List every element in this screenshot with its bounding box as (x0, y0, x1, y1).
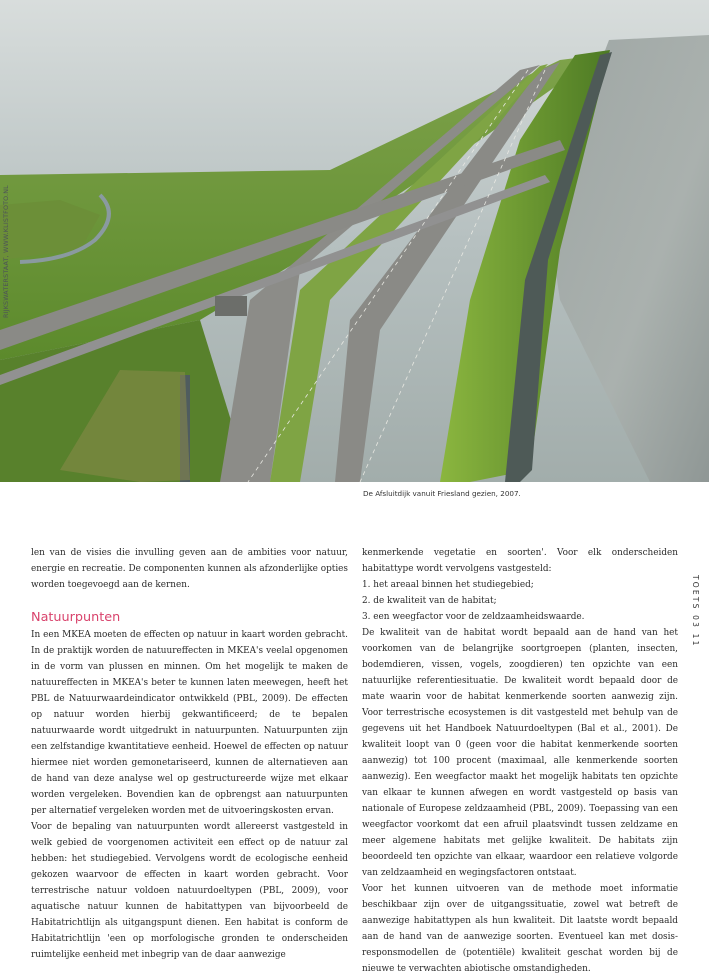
photo-caption: De Afsluitdijk vanuit Friesland gezien, 2007. (363, 489, 521, 498)
criteria-list (362, 577, 678, 625)
list-item: 3. een weegfactor voor de zeldzaamheidswaarde. (362, 612, 585, 622)
viaduct (215, 296, 247, 316)
intro-paragraph: len van de visies die invulling geven aan de ambities voor natuur, energie en recreatie. De componenten kunnen als afzonderlijke opties worden toegevoegd aan de kernen. (31, 548, 348, 590)
list-item: 2. de kwaliteit van de habitat; (362, 596, 497, 606)
body-paragraph: De kwaliteit van de habitat wordt bepaald aan de hand van het voorkomen van de belangrijke soortgroepen (planten, insecten, bodemdieren, vissen, vogels, zoogdieren) ten opzichte van een natuurlijke referentiesituatie. De kwaliteit wordt bepaald door de mate waarin voor de habitat kenmerkende soorten aanwezig zijn. Voor terrestrische ecosystemen is dit vastgesteld met behulp van de gegevens uit het Handboek Natuurdoeltypen (Bal et al., 2001). De kwaliteit loopt van 0 (geen voor die habitat kenmerkende soorten aanwezig) tot 100 procent (maximaal, alle kenmerkende soorten aanwezig). Een weegfactor maakt het mogelijk habitats ten opzichte van elkaar te kunnen afwegen en wordt vastgesteld op basis van nationale of Europese zeldzaamheid (PBL, 2009). Toepassing van een weegfactor voorkomt dat een afruil plaatsvindt tussen zeldzame en meer algemene habitats met gelijke kwaliteit. De habitats zijn beoordeeld ten opzichte van elkaar, waardoor een relatieve volgorde van zeldzaamheid en wegingsfactoren ontstaat. (362, 628, 678, 878)
body-paragraph: Voor de bepaling van natuurpunten wordt allereerst vastgesteld in welk gebied de voorgenomen activiteit een effect op de natuur zal hebben: het studiegebied. Vervolgens wordt de ecologische eenheid gekozen waarvoor de effecten in kaart worden gebracht. Voor terrestrische natuur voldoen natuurdoeltypen (PBL, 2009), voor aquatische natuur kunnen de habitattypen van bijvoorbeeld de Habitatrichtlijn als uitgangspunt dienen. Een habitat is conform de Habitatrichtlijn 'een op morfologische gronden te onderscheiden ruimtelijke eenheid met inbegrip van de daar aanwezige (31, 822, 348, 960)
body-paragraph: kenmerkende vegetatie en soorten'. Voor elk onderscheiden habitattype wordt vervolgens vastgesteld: (362, 548, 678, 574)
text-column-right (362, 545, 678, 977)
aerial-photo-illustration (0, 0, 709, 482)
aerial-photo-afsluitdijk (0, 0, 709, 482)
section-heading: Natuurpunten (31, 610, 121, 625)
body-paragraph: Voor het kunnen uitvoeren van de methode moet informatie beschikbaar zijn over de uitgangssituatie, zowel wat betreft de aanwezige habitattypen als hun kwaliteit. Dit laatste wordt bepaald aan de hand van de aanwezige soorten. Eventueel kan met dosis-responsmodellen de (potentiële) kwaliteit geschat worden bij de nieuwe te verwachten abiotische omstandigheden. (362, 884, 678, 974)
text-column-left (31, 545, 348, 963)
body-paragraph: In een MKEA moeten de effecten op natuur in kaart worden gebracht. In de praktijk worden de natuureffecten in MKEA's veelal opgenomen in de vorm van plussen en minnen. Om het mogelijk te maken de natuureffecten in MKEA's beter te kunnen laten meewegen, heeft het PBL de Natuurwaardeindicator ontwikkeld (PBL, 2009). De effecten op natuur worden hierbij gekwantificeerd; de te bepalen natuurwaarde wordt uitgedrukt in natuurpunten. Natuurpunten zijn een zelfstandige kwantitatieve eenheid. Hoewel de effecten op natuur hiermee niet worden gemonetariseerd, kunnen de alternatieven aan de hand van deze analyse wel op gestructureerde wijze met elkaar worden vergeleken. Bovendien kan de opbrengst aan natuurpunten per alternatief vergeleken worden met de uitvoeringskosten ervan. (31, 630, 348, 816)
journal-running-head: TOETS 03 11 (691, 575, 700, 648)
list-item: 1. het areaal binnen het studiegebied; (362, 580, 534, 590)
photo-credit: RIJKSWATERSTAAT, WWW.KLISTFOTO.NL (3, 185, 10, 318)
